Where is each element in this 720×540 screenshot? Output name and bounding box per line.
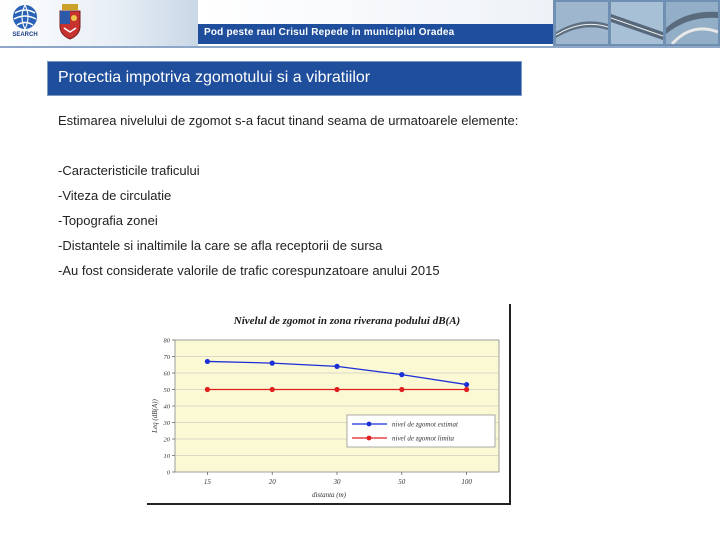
legend-label: nivel de zgomot estimat [392, 420, 458, 429]
data-point [334, 364, 339, 369]
y-tick-label: 70 [163, 354, 170, 361]
bullet-item: -Distantele si inaltimile la care se afla receptorii de sursa [58, 238, 383, 253]
bullet-item: -Au fost considerate valorile de trafic corespunzatoare anului 2015 [58, 263, 440, 278]
y-tick-label: 10 [163, 453, 170, 460]
noise-level-chart [147, 304, 511, 505]
chart-title: Nivelul de zgomot in zona riverana podului dB(A) [233, 315, 461, 327]
bullet-item: -Topografia zonei [58, 213, 158, 228]
data-point [464, 387, 469, 392]
header-title: Pod peste raul Crisul Repede in municipiul Oradea [204, 27, 455, 38]
highway-photo-1 [556, 2, 608, 44]
legend-swatch-marker [367, 422, 372, 427]
intro-text: Estimarea nivelului de zgomot s-a facut tinand seama de urmatoarele elemente: [58, 113, 519, 128]
data-point [334, 387, 339, 392]
header-title-band [198, 24, 553, 44]
city-crest-icon [58, 4, 82, 40]
data-point [205, 359, 210, 364]
bullet-item: -Viteza de circulatie [58, 188, 172, 203]
highway-photo-3 [666, 2, 718, 44]
data-point [399, 387, 404, 392]
search-logo [6, 4, 44, 42]
y-tick-label: 50 [163, 387, 170, 394]
data-point [270, 387, 275, 392]
section-title: Protectia impotriva zgomotului si a vibratiilor [58, 69, 371, 86]
header-logo-area [0, 0, 198, 46]
y-tick-label: 20 [163, 436, 170, 444]
logo-label: SEARCH [12, 32, 38, 38]
x-tick-label: 100 [461, 478, 472, 486]
legend-label: nivel de zgomot limita [392, 434, 455, 443]
y-tick-label: 80 [163, 337, 170, 345]
x-tick-label: 20 [268, 478, 276, 486]
y-tick-label: 0 [166, 469, 170, 477]
header-photos [553, 0, 720, 46]
x-tick-label: 50 [398, 478, 406, 486]
legend-swatch-marker [367, 436, 372, 441]
y-tick-label: 60 [163, 370, 170, 378]
y-axis-label: Leq (dB(A)) [151, 399, 159, 433]
data-point [205, 387, 210, 392]
bullet-item: -Caracteristicile traficului [58, 163, 200, 178]
section-header [47, 61, 522, 96]
bullet-list [58, 163, 440, 288]
y-tick-label: 30 [163, 420, 170, 427]
header-band [198, 0, 553, 24]
x-axis-label: distanta (m) [311, 491, 347, 499]
x-tick-label: 30 [333, 478, 341, 486]
data-point [399, 372, 404, 377]
y-tick-label: 40 [163, 403, 170, 411]
x-tick-label: 15 [203, 478, 211, 486]
data-point [464, 382, 469, 387]
chart-svg [147, 304, 509, 503]
globe-icon [6, 4, 44, 32]
data-point [270, 361, 275, 366]
header-divider [0, 46, 720, 48]
highway-photo-2 [611, 2, 663, 44]
